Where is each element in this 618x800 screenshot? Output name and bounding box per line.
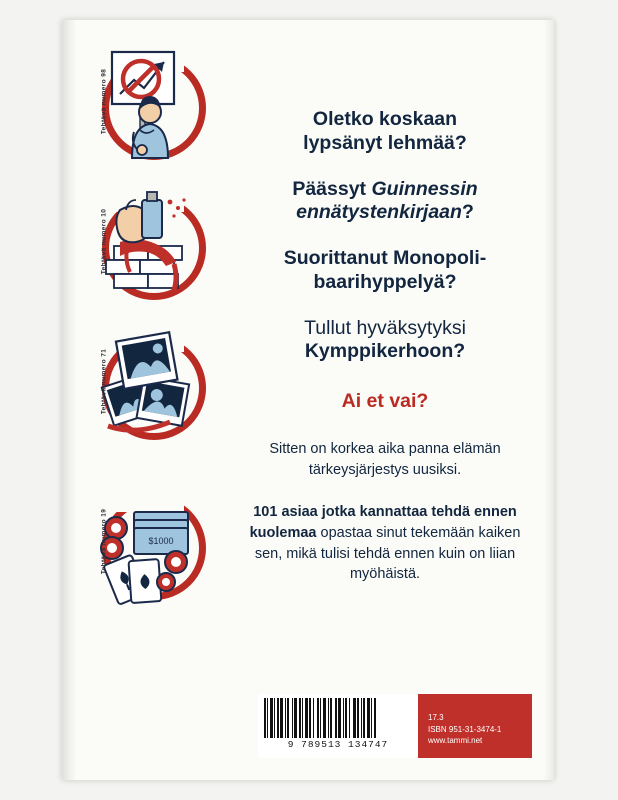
- illustration-label: Tehtävä numero 98: [100, 68, 108, 135]
- illustration-label: Tehtävä numero 10: [100, 208, 108, 275]
- book-title-mention: 101 asiaa jotka kannattaa tehdä ennen kuolemaa: [249, 504, 517, 541]
- question-3-line2: baarihyppelyä?: [313, 270, 457, 293]
- question-3: [240, 247, 530, 295]
- barcode-bars: [264, 698, 412, 738]
- question-3-line1: Suorittanut Monopoli-: [283, 247, 487, 270]
- svg-text:$1000: $1000: [148, 536, 174, 546]
- isbn-block: [418, 694, 532, 758]
- question-4-line1: Tullut hyväksytyksi: [304, 316, 466, 339]
- back-cover-text: [240, 108, 530, 607]
- price-code: 17.3: [428, 713, 444, 722]
- illustration-protest-sign: [84, 46, 216, 178]
- question-2-pre: Päässyt: [292, 177, 372, 200]
- illustration-label: Tehtävä numero 71: [100, 348, 108, 415]
- question-2-line2-tail: ?: [461, 201, 474, 224]
- question-2-italic: Guinnessin: [371, 177, 478, 200]
- book-back-cover: [62, 20, 554, 780]
- illustration-graffiti: [84, 186, 216, 318]
- question-4: [240, 317, 530, 365]
- question-1-line2: lypsänyt lehmää?: [303, 131, 467, 154]
- barcode: [258, 694, 418, 758]
- question-2: [240, 178, 530, 226]
- barcode-digits: 9 789513 134747: [287, 739, 389, 750]
- illustration-casino: [84, 486, 216, 618]
- question-4-line2: Kymppikerhoon?: [304, 340, 466, 363]
- hook-line: Ai et vai?: [341, 390, 429, 413]
- barcode-isbn-bar: [258, 694, 532, 758]
- blurb-paragraph-2: [240, 502, 530, 584]
- publisher-website: www.tammi.net: [428, 736, 483, 746]
- question-2-line2-italic: ennätystenkirjaan: [296, 201, 462, 224]
- blurb-paragraph-1: Sitten on korkea aika panna elämän tärkeysjärjestys uusiksi.: [269, 441, 501, 478]
- illustration-photographs: [84, 326, 216, 458]
- blurb-paragraph-2-rest: opastaa sinut tekemään kaiken sen, mikä tulisi tehdä ennen kuin on liian myöhäistä.: [254, 524, 521, 583]
- question-1: [240, 108, 530, 156]
- question-1-line1: Oletko koskaan: [312, 108, 458, 130]
- illustration-label: Tehtävä numero 19: [100, 508, 108, 575]
- isbn-number: ISBN 951-31-3474-1: [428, 724, 502, 734]
